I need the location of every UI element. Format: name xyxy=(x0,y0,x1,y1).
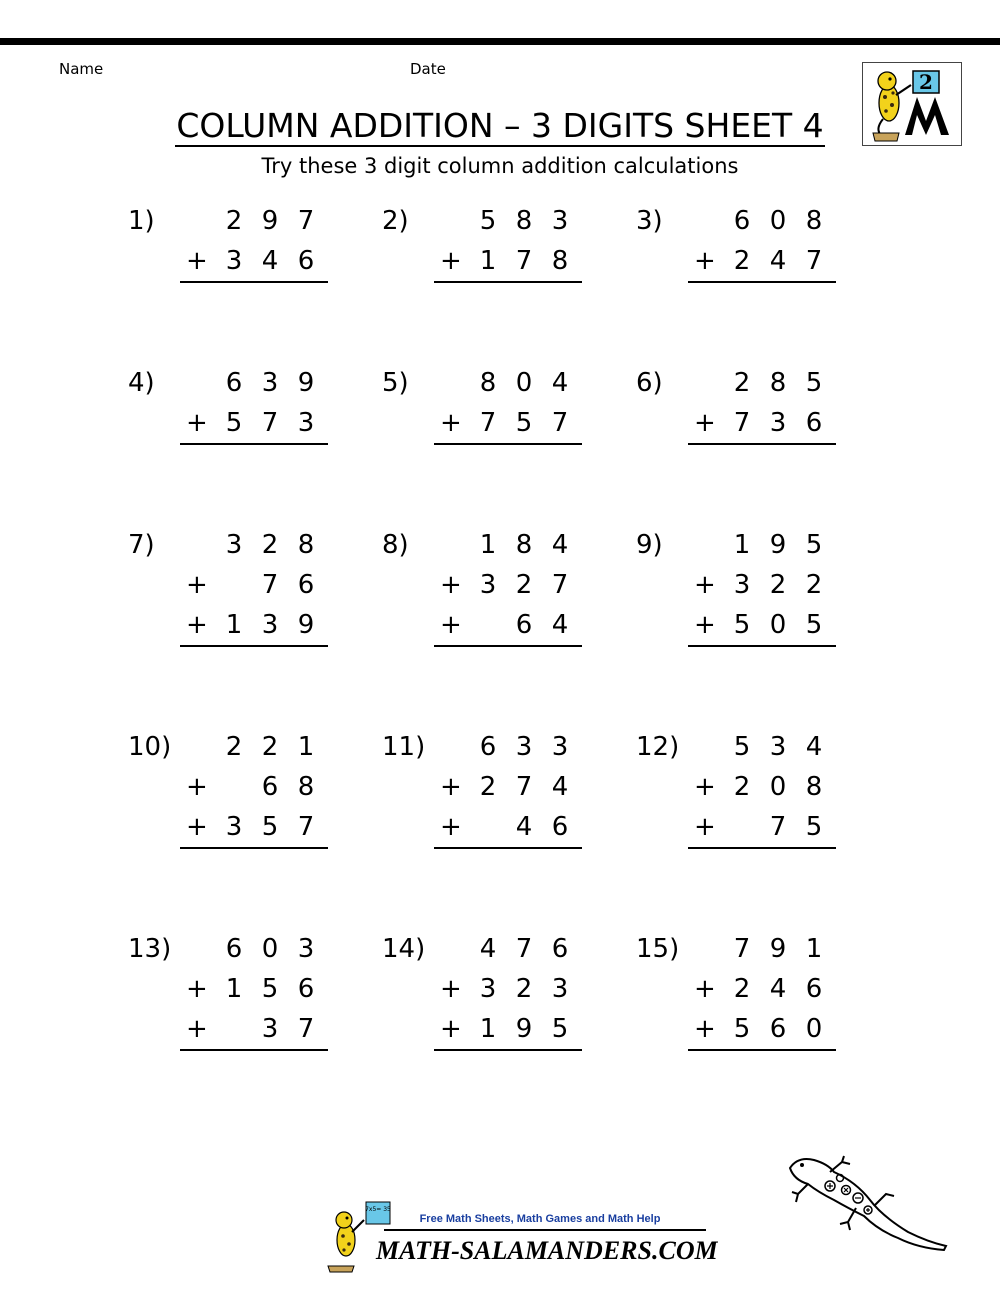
digit: 2 xyxy=(261,530,279,560)
plus-sign: + xyxy=(440,408,462,438)
plus-sign: + xyxy=(694,772,716,802)
plus-sign: + xyxy=(440,974,462,1004)
digit: 1 xyxy=(805,934,823,964)
problem-number: 9) xyxy=(636,530,663,560)
digit: 1 xyxy=(479,246,497,276)
digit: 7 xyxy=(297,1014,315,1044)
digit: 3 xyxy=(261,1014,279,1044)
plus-sign: + xyxy=(186,974,208,1004)
digit: 6 xyxy=(769,1014,787,1044)
digit: 9 xyxy=(769,934,787,964)
answer-line xyxy=(180,281,328,283)
digit: 3 xyxy=(225,530,243,560)
digit: 5 xyxy=(515,408,533,438)
digit: 8 xyxy=(515,206,533,236)
digit: 4 xyxy=(769,246,787,276)
digit: 5 xyxy=(733,732,751,762)
digit: 6 xyxy=(225,934,243,964)
digit: 4 xyxy=(551,610,569,640)
salamander-illustration xyxy=(778,1150,953,1255)
problem-7 xyxy=(128,525,338,655)
problem-number: 4) xyxy=(128,368,155,398)
digit: 3 xyxy=(297,408,315,438)
digit: 2 xyxy=(515,974,533,1004)
answer-line xyxy=(434,281,582,283)
problem-number: 13) xyxy=(128,934,172,964)
plus-sign: + xyxy=(694,1014,716,1044)
digit: 7 xyxy=(733,408,751,438)
digit: 1 xyxy=(297,732,315,762)
plus-sign: + xyxy=(694,610,716,640)
digit: 1 xyxy=(225,974,243,1004)
digit: 5 xyxy=(261,974,279,1004)
name-label: Name xyxy=(59,60,104,78)
answer-line xyxy=(434,645,582,647)
digit: 3 xyxy=(551,206,569,236)
digit: 3 xyxy=(733,570,751,600)
digit: 7 xyxy=(297,812,315,842)
digit: 2 xyxy=(733,368,751,398)
digit: 1 xyxy=(479,1014,497,1044)
digit: 3 xyxy=(261,610,279,640)
problem-12 xyxy=(636,727,846,857)
digit: 3 xyxy=(769,732,787,762)
page-title xyxy=(0,104,1000,148)
digit: 4 xyxy=(551,368,569,398)
digit: 0 xyxy=(261,934,279,964)
digit: 6 xyxy=(225,368,243,398)
digit: 6 xyxy=(733,206,751,236)
digit: 6 xyxy=(805,974,823,1004)
problem-14 xyxy=(382,929,592,1059)
digit: 0 xyxy=(515,368,533,398)
problem-number: 7) xyxy=(128,530,155,560)
digit: 0 xyxy=(769,772,787,802)
plus-sign: + xyxy=(694,246,716,276)
digit: 5 xyxy=(805,812,823,842)
digit: 8 xyxy=(805,772,823,802)
digit: 6 xyxy=(479,732,497,762)
digit: 8 xyxy=(515,530,533,560)
digit: 0 xyxy=(769,610,787,640)
problem-13 xyxy=(128,929,338,1059)
answer-line xyxy=(180,645,328,647)
footer-logo xyxy=(318,1196,718,1274)
digit: 8 xyxy=(805,206,823,236)
digit: 7 xyxy=(769,812,787,842)
digit: 5 xyxy=(805,368,823,398)
answer-line xyxy=(688,281,836,283)
problem-9 xyxy=(636,525,846,655)
plus-sign: + xyxy=(186,610,208,640)
digit: 6 xyxy=(261,772,279,802)
answer-line xyxy=(180,1049,328,1051)
answer-line xyxy=(688,645,836,647)
answer-line xyxy=(180,847,328,849)
plus-sign: + xyxy=(186,812,208,842)
digit: 7 xyxy=(515,772,533,802)
footer-board-text: 7x5= 35 xyxy=(365,1206,391,1213)
problem-5 xyxy=(382,363,592,493)
plus-sign: + xyxy=(694,812,716,842)
digit: 3 xyxy=(225,246,243,276)
problem-6 xyxy=(636,363,846,493)
digit: 2 xyxy=(733,974,751,1004)
digit: 4 xyxy=(551,530,569,560)
answer-line xyxy=(688,1049,836,1051)
top-rule xyxy=(0,38,1000,45)
digit: 8 xyxy=(297,772,315,802)
problem-8 xyxy=(382,525,592,655)
problem-3 xyxy=(636,201,846,331)
digit: 2 xyxy=(261,732,279,762)
digit: 6 xyxy=(297,570,315,600)
digit: 8 xyxy=(551,246,569,276)
plus-sign: + xyxy=(440,772,462,802)
digit: 4 xyxy=(479,934,497,964)
digit: 4 xyxy=(769,974,787,1004)
digit: 3 xyxy=(297,934,315,964)
plus-sign: + xyxy=(440,812,462,842)
plus-sign: + xyxy=(694,570,716,600)
digit: 4 xyxy=(261,246,279,276)
problem-11 xyxy=(382,727,592,857)
problem-number: 14) xyxy=(382,934,426,964)
plus-sign: + xyxy=(440,570,462,600)
digit: 2 xyxy=(769,570,787,600)
digit: 6 xyxy=(297,974,315,1004)
digit: 6 xyxy=(805,408,823,438)
digit: 7 xyxy=(297,206,315,236)
digit: 4 xyxy=(551,772,569,802)
digit: 1 xyxy=(225,610,243,640)
digit: 7 xyxy=(551,570,569,600)
digit: 9 xyxy=(297,368,315,398)
digit: 4 xyxy=(515,812,533,842)
digit: 3 xyxy=(769,408,787,438)
digit: 2 xyxy=(733,772,751,802)
problem-15 xyxy=(636,929,846,1059)
digit: 3 xyxy=(261,368,279,398)
digit: 7 xyxy=(515,246,533,276)
digit: 3 xyxy=(479,974,497,1004)
digit: 5 xyxy=(479,206,497,236)
digit: 3 xyxy=(515,732,533,762)
digit: 4 xyxy=(805,732,823,762)
problem-10 xyxy=(128,727,338,857)
digit: 7 xyxy=(479,408,497,438)
digit: 9 xyxy=(769,530,787,560)
digit: 2 xyxy=(225,206,243,236)
digit: 5 xyxy=(551,1014,569,1044)
problem-number: 6) xyxy=(636,368,663,398)
plus-sign: + xyxy=(186,408,208,438)
footer-logo-graphic xyxy=(318,1196,718,1274)
grade-logo xyxy=(862,62,962,146)
digit: 9 xyxy=(261,206,279,236)
digit: 2 xyxy=(805,570,823,600)
digit: 2 xyxy=(479,772,497,802)
problem-number: 11) xyxy=(382,732,426,762)
salamander-outline xyxy=(790,1159,946,1250)
answer-line xyxy=(180,443,328,445)
answer-line xyxy=(688,847,836,849)
digit: 6 xyxy=(551,812,569,842)
digit: 5 xyxy=(733,1014,751,1044)
problem-2 xyxy=(382,201,592,331)
digit: 1 xyxy=(733,530,751,560)
problem-number: 12) xyxy=(636,732,680,762)
page-title-text: COLUMN ADDITION – 3 DIGITS SHEET 4 xyxy=(176,106,824,145)
digit: 6 xyxy=(551,934,569,964)
digit: 7 xyxy=(261,408,279,438)
digit: 5 xyxy=(733,610,751,640)
digit: 8 xyxy=(769,368,787,398)
answer-line xyxy=(688,443,836,445)
m-letter-shape xyxy=(905,97,949,135)
digit: 5 xyxy=(805,610,823,640)
digit: 0 xyxy=(769,206,787,236)
grade-logo-graphic xyxy=(863,63,961,145)
plus-sign: + xyxy=(440,1014,462,1044)
digit: 7 xyxy=(261,570,279,600)
problem-number: 1) xyxy=(128,206,155,236)
digit: 9 xyxy=(515,1014,533,1044)
digit: 0 xyxy=(805,1014,823,1044)
salamander-drawing xyxy=(778,1150,953,1255)
digit: 7 xyxy=(515,934,533,964)
digit: 8 xyxy=(479,368,497,398)
answer-line xyxy=(434,847,582,849)
digit: 5 xyxy=(261,812,279,842)
date-label: Date xyxy=(410,60,446,78)
digit: 8 xyxy=(297,530,315,560)
page-subtitle: Try these 3 digit column addition calculations xyxy=(261,154,739,178)
problem-1 xyxy=(128,201,338,331)
plus-sign: + xyxy=(186,246,208,276)
digit: 2 xyxy=(515,570,533,600)
problem-number: 5) xyxy=(382,368,409,398)
digit: 6 xyxy=(297,246,315,276)
digit: 7 xyxy=(805,246,823,276)
footer-brand: MATH-SALAMANDERS.COM xyxy=(376,1236,718,1265)
digit: 5 xyxy=(805,530,823,560)
digit: 7 xyxy=(733,934,751,964)
answer-line xyxy=(434,1049,582,1051)
digit: 6 xyxy=(515,610,533,640)
answer-line xyxy=(434,443,582,445)
digit: 2 xyxy=(225,732,243,762)
problem-number: 2) xyxy=(382,206,409,236)
digit: 1 xyxy=(479,530,497,560)
digit: 3 xyxy=(551,732,569,762)
stool-shape xyxy=(873,133,899,141)
digit: 3 xyxy=(225,812,243,842)
problem-number: 10) xyxy=(128,732,172,762)
plus-sign: + xyxy=(694,974,716,1004)
digit: 3 xyxy=(479,570,497,600)
digit: 2 xyxy=(733,246,751,276)
problem-number: 15) xyxy=(636,934,680,964)
salamander-head xyxy=(878,72,896,90)
plus-sign: + xyxy=(186,1014,208,1044)
problem-number: 8) xyxy=(382,530,409,560)
problem-4 xyxy=(128,363,338,493)
plus-sign: + xyxy=(440,610,462,640)
plus-sign: + xyxy=(440,246,462,276)
footer-tagline: Free Math Sheets, Math Games and Math Help xyxy=(419,1213,661,1225)
plus-sign: + xyxy=(186,772,208,802)
grade-number: 2 xyxy=(919,70,933,94)
plus-sign: + xyxy=(186,570,208,600)
digit: 9 xyxy=(297,610,315,640)
digit: 7 xyxy=(551,408,569,438)
digit: 5 xyxy=(225,408,243,438)
digit: 3 xyxy=(551,974,569,1004)
plus-sign: + xyxy=(694,408,716,438)
problem-number: 3) xyxy=(636,206,663,236)
footer-salamander-body xyxy=(337,1224,355,1256)
